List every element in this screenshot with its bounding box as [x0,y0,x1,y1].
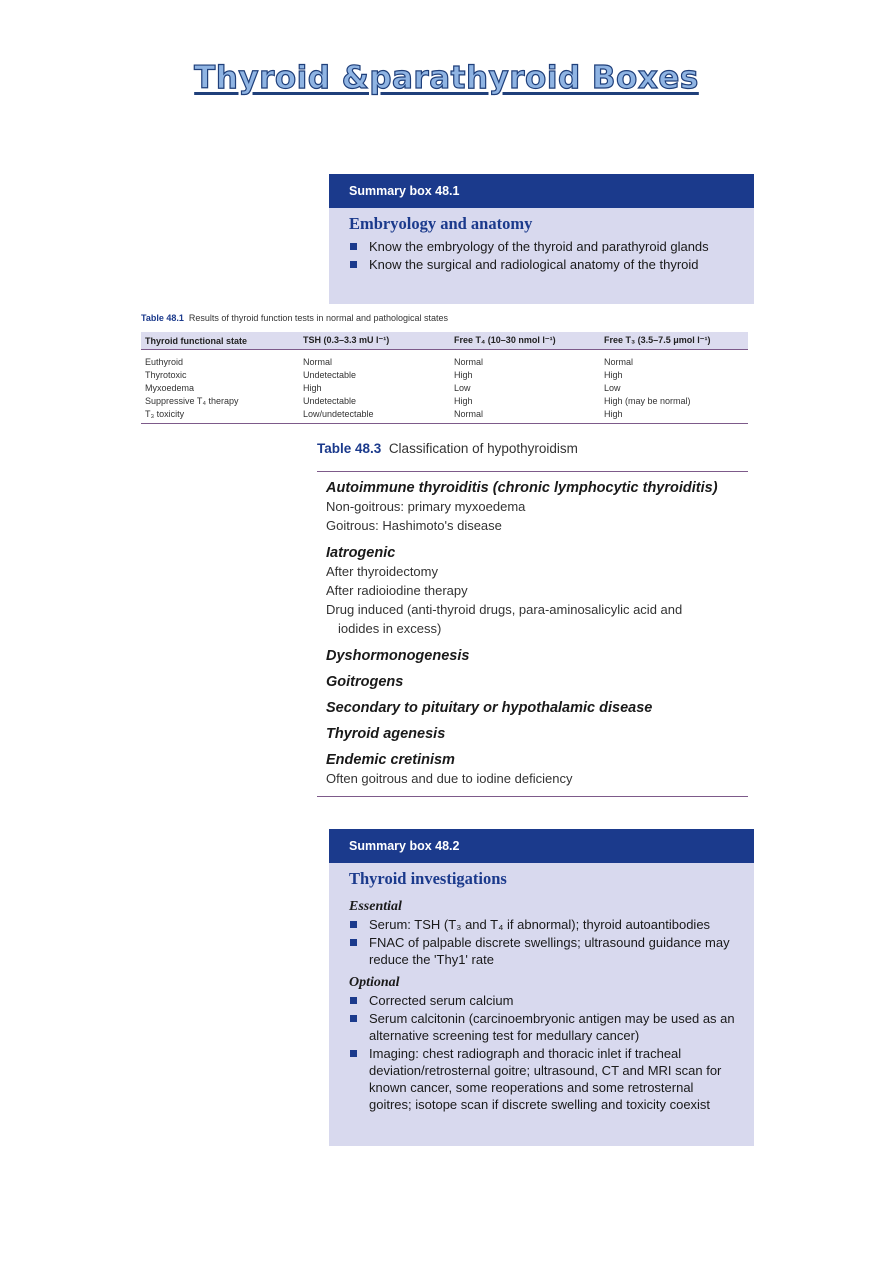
list-item-text: Serum: TSH (T₃ and T₄ if abnormal); thyroid autoantibodies [369,917,711,932]
list-item [349,992,738,1009]
list-item [349,934,738,968]
list-item [349,916,738,933]
summary-box-48-2 [329,829,754,1146]
section-item: After thyroidectomy [326,564,438,579]
section-heading: Secondary to pituitary or hypothalamic disease [326,700,653,716]
section-item: Often goitrous and due to iodine deficiency [326,771,573,786]
section-heading: Iatrogenic [326,545,396,561]
hypothyroidism-classification-table [317,471,748,797]
section-item: Drug induced (anti-thyroid drugs, para-aminosalicylic acid and [326,602,683,617]
list-item-text: FNAC of palpable discrete swellings; ultrasound guidance may reduce the 'Thy1' rate [369,935,730,967]
section-heading: Autoimmune thyroiditis (chronic lymphocytic thyroiditis) [326,480,718,496]
column-header: Free T₃ (3.5–7.5 μmol l⁻¹) [600,332,748,350]
section-heading: Dyshormonogenesis [326,648,470,664]
optional-subheading: Optional [349,975,400,990]
list-item-text: Know the embryology of the thyroid and parathyroid glands [369,239,709,254]
page-title: Thyroid &parathyroid Boxes [194,60,699,96]
caption-text: Results of thyroid function tests in normal and pathological states [188,313,449,323]
summary-box-title: Thyroid investigations [349,869,507,888]
table-cell: High [600,408,748,424]
table-row [141,382,748,395]
summary-box-48-1 [329,174,754,304]
essential-list [329,916,754,968]
list-item-text: Know the surgical and radiological anatomy of the thyroid [369,257,699,272]
table-cell: Undetectable [303,396,357,406]
optional-list [329,992,754,1113]
table-cell: Low [604,383,621,393]
table-48-1-caption [141,313,448,323]
summary-box-header: Summary box 48.2 [329,829,754,863]
table-cell: High [454,396,473,406]
column-header: Thyroid functional state [141,332,299,350]
table-cell: Thyrotoxic [145,370,187,380]
square-bullet-icon [350,243,357,250]
list-item [349,1045,738,1113]
section-item: Non-goitrous: primary myxoedema [326,499,526,514]
column-header: Free T₄ (10–30 nmol l⁻¹) [450,332,600,350]
table-cell: Low [454,383,471,393]
square-bullet-icon [350,921,357,928]
summary-box-list [329,238,754,273]
table-cell: High [303,383,322,393]
table-cell: High [604,370,623,380]
table-row [141,408,748,424]
section-item: Goitrous: Hashimoto's disease [326,518,502,533]
table-cell: T₃ toxicity [141,408,299,424]
table-cell: Normal [450,408,600,424]
section-item: iodides in excess) [338,621,442,636]
table-cell: Low/undetectable [299,408,450,424]
caption-text: Classification of hypothyroidism [388,441,578,456]
list-item [349,256,738,273]
table-cell: High (may be normal) [604,396,691,406]
table-header-row [141,332,748,350]
table-cell: Euthyroid [145,357,184,367]
square-bullet-icon [350,1050,357,1057]
section-heading: Thyroid agenesis [326,726,446,742]
section-heading: Goitrogens [326,674,404,690]
summary-box-title: Embryology and anatomy [349,214,533,233]
section-item: After radioiodine therapy [326,583,468,598]
table-cell: Normal [303,357,333,367]
table-cell: High [454,370,473,380]
list-item-text: Imaging: chest radiograph and thoracic inlet if tracheal deviation/retrosternal goitre; ultrasound, CT and MRI scan for known cancer, some reoperations and some retrosternal goitres; isotope scan if discrete swelling and toxicity coexist [369,1046,722,1112]
table-row [141,395,748,408]
essential-subheading: Essential [349,899,402,914]
table-cell: Normal [454,357,484,367]
table-48-3-caption [317,441,578,456]
column-header: TSH (0.3–3.3 mU l⁻¹) [299,332,450,350]
table-row [141,350,748,370]
table-cell: Undetectable [303,370,357,380]
section-heading: Endemic cretinism [326,752,455,768]
table-cell: Myxoedema [145,383,195,393]
list-item [349,238,738,255]
square-bullet-icon [350,939,357,946]
list-item-text: Corrected serum calcium [369,993,514,1008]
list-item-text: Serum calcitonin (carcinoembryonic antigen may be used as an alternative screening test for medullary cancer) [369,1011,735,1043]
square-bullet-icon [350,261,357,268]
list-item [349,1010,738,1044]
caption-label: Table 48.1 [141,313,184,323]
table-cell: Suppressive T₄ therapy [145,396,239,406]
summary-box-header: Summary box 48.1 [329,174,754,208]
square-bullet-icon [350,997,357,1004]
caption-label: Table 48.3 [317,441,382,456]
thyroid-function-table [141,332,748,424]
table-cell: Normal [604,357,634,367]
table-row [141,369,748,382]
square-bullet-icon [350,1015,357,1022]
